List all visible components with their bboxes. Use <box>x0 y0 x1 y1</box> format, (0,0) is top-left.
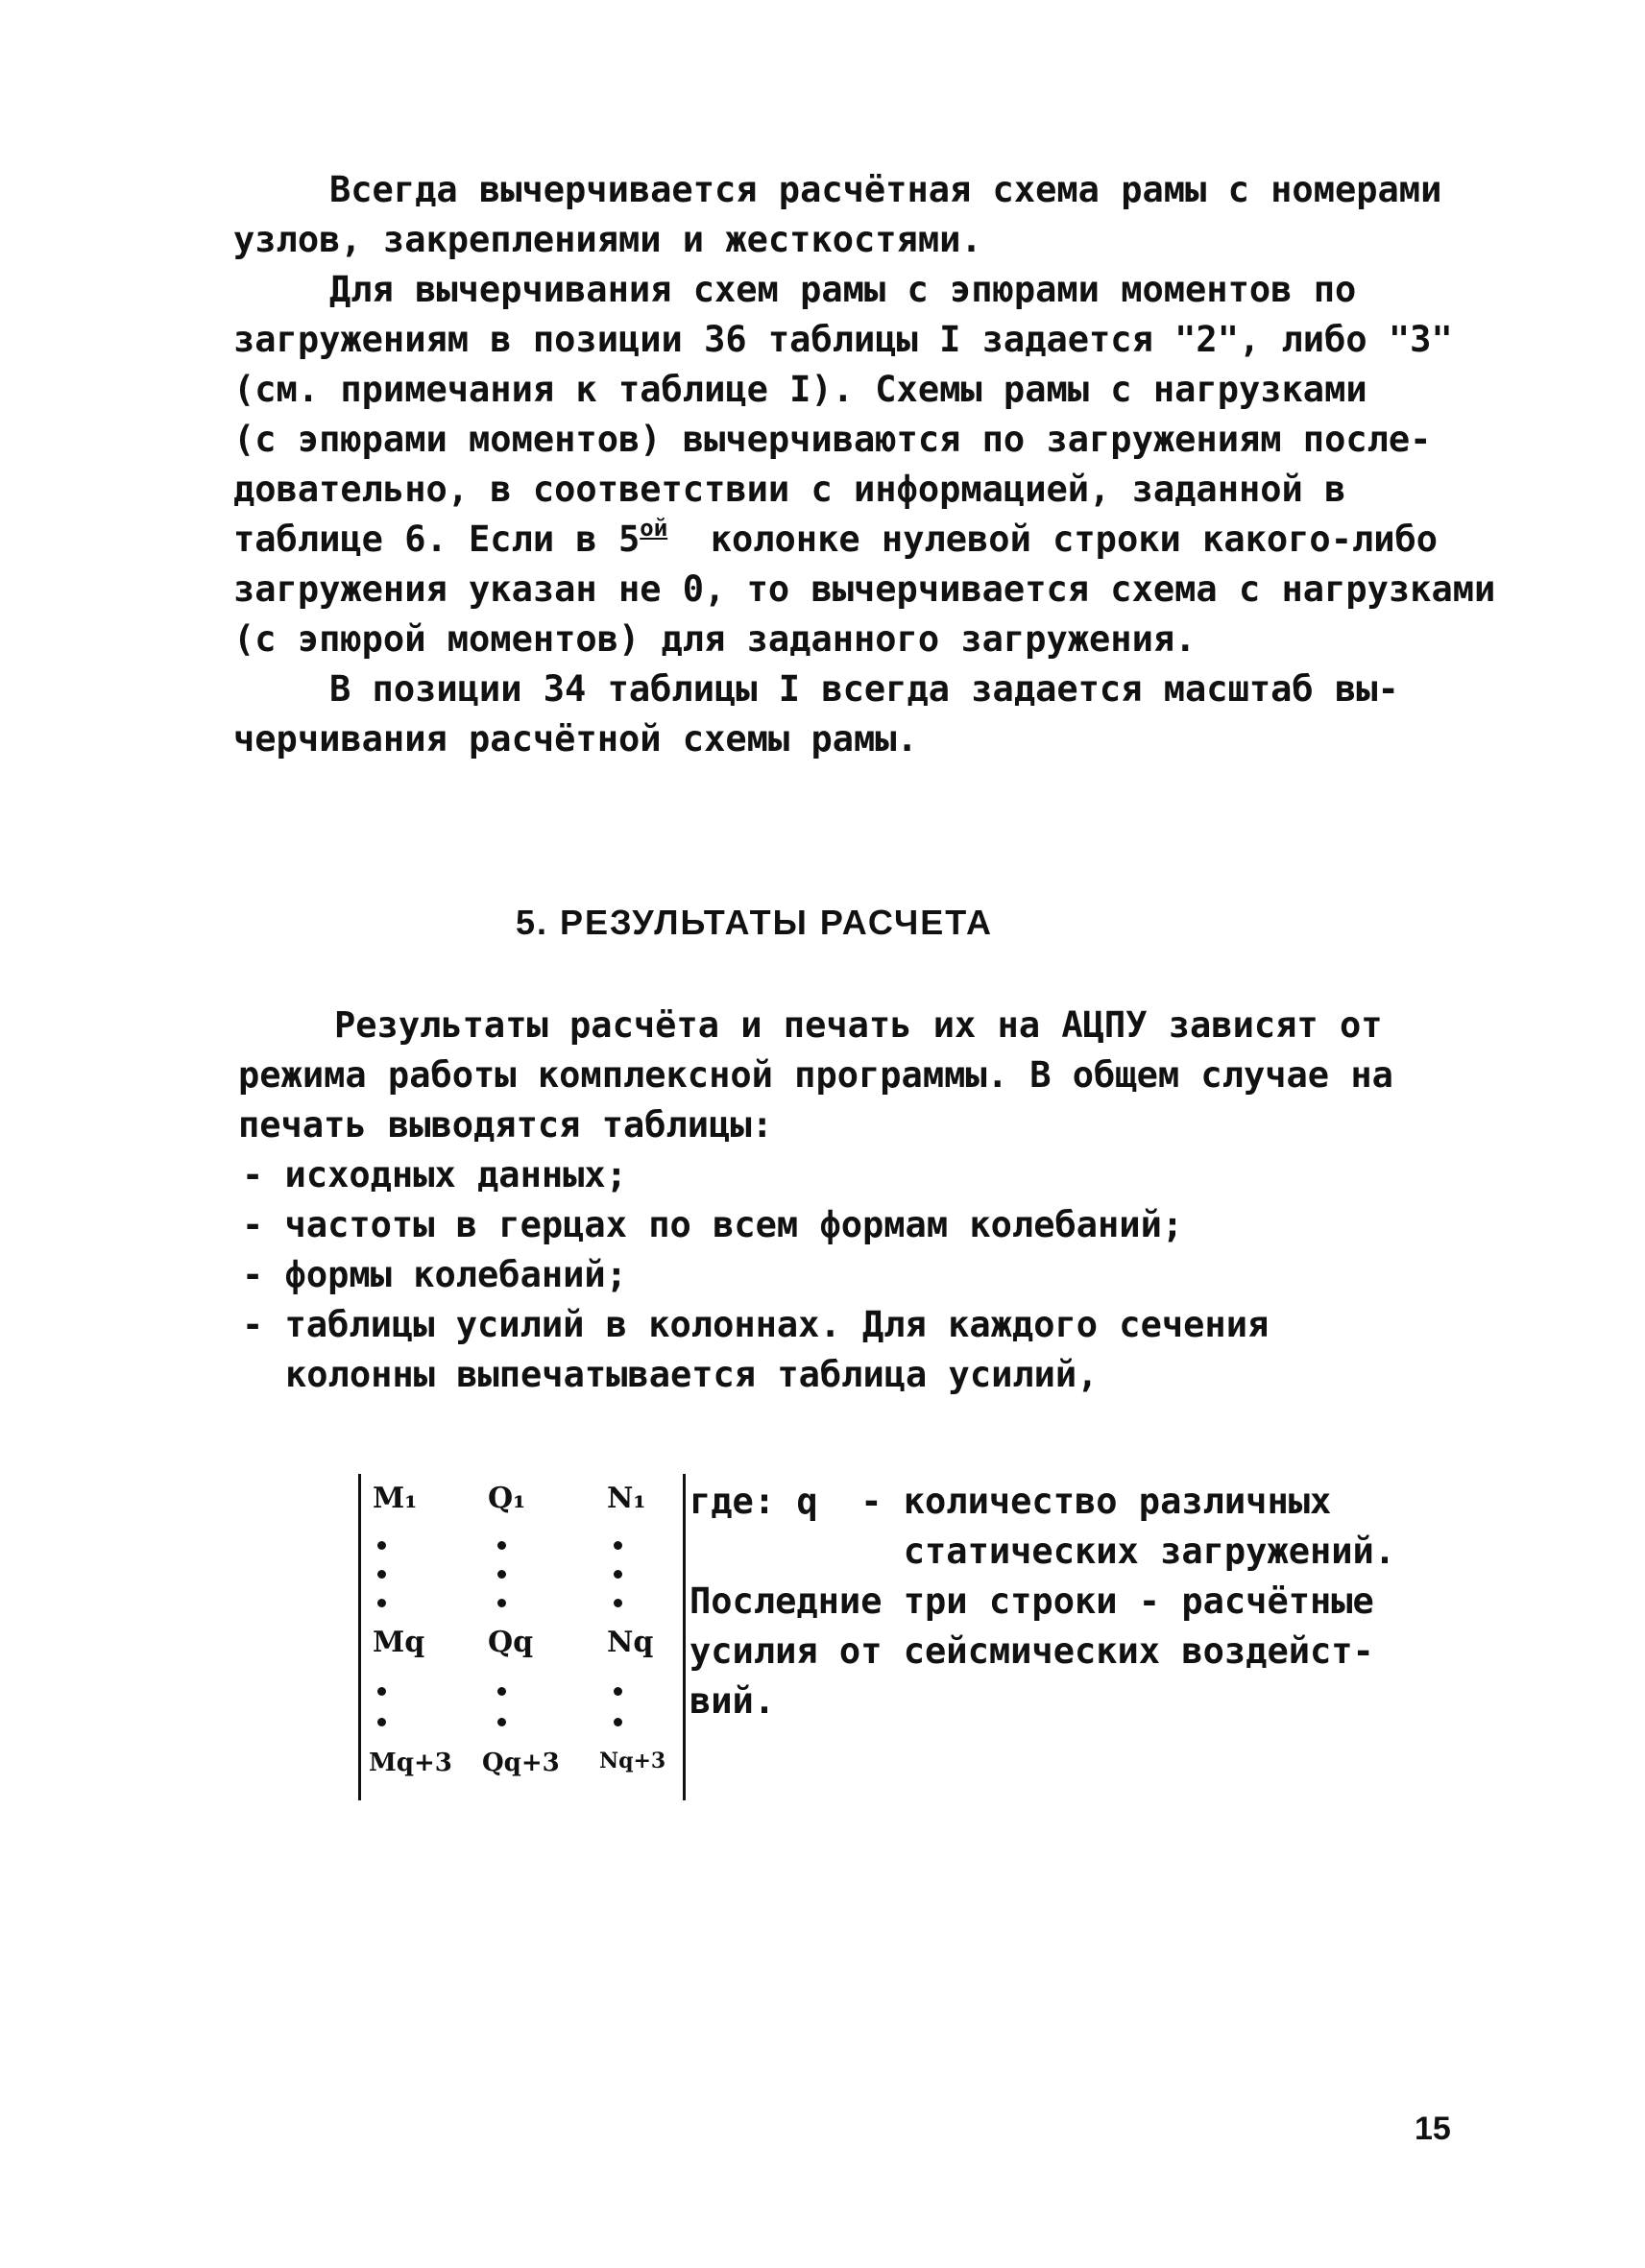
matrix-cell: Nq <box>607 1626 654 1659</box>
force-matrix <box>358 1474 686 1800</box>
matrix-cell: N₁ <box>607 1482 646 1515</box>
list-item: - таблицы усилий в колоннах. Для каждого сечения <box>242 1304 1270 1345</box>
page-number: 15 <box>1415 2111 1451 2147</box>
ellipsis-dot <box>377 1599 386 1607</box>
ellipsis-dot <box>614 1599 622 1607</box>
ellipsis-dot <box>497 1570 506 1579</box>
text-line: черчивания расчётной схемы рамы. <box>233 718 918 760</box>
ellipsis-dot <box>377 1541 386 1550</box>
ellipsis-dot <box>497 1687 506 1696</box>
text-line: (с эпюрой моментов) для заданного загружения. <box>233 618 1197 660</box>
ellipsis-dot <box>377 1687 386 1696</box>
list-item-continuation: колонны выпечатывается таблица усилий, <box>285 1354 1099 1395</box>
ellipsis-dot <box>614 1570 622 1579</box>
matrix-cell: Mq+3 <box>369 1749 452 1777</box>
text-line: узлов, закреплениями и жесткостями. <box>233 219 982 260</box>
text-fragment: таблице 6. Если в 5 <box>233 519 641 560</box>
text-line: Всегда вычерчивается расчётная схема рамы с номерами <box>329 169 1442 210</box>
text-line: довательно, в соответствии с информацией, заданной в <box>233 469 1346 510</box>
matrix-cell: Nq+3 <box>599 1749 666 1773</box>
text-line: В позиции 34 таблицы I всегда задается масштаб вы- <box>329 668 1399 710</box>
text-line: загружениям в позиции 36 таблицы I задается "2", либо "3" <box>233 319 1453 360</box>
matrix-cell: Qq+3 <box>482 1749 560 1777</box>
list-item: - исходных данных; <box>242 1154 627 1195</box>
ellipsis-dot <box>497 1718 506 1726</box>
text-line: загружения указан не 0, то вычерчивается схема с нагрузками <box>233 568 1496 610</box>
note-line: где: q - количество различных <box>689 1481 1332 1522</box>
note-line: вий. <box>689 1680 776 1722</box>
text-fragment: колонке нулевой строки какого-либо <box>667 519 1439 560</box>
ellipsis-dot <box>614 1718 622 1726</box>
ellipsis-dot <box>497 1599 506 1607</box>
text-line: Для вычерчивания схем рамы с эпюрами моментов по <box>329 269 1357 310</box>
list-item: - частоты в герцах по всем формам колебаний; <box>242 1204 1184 1245</box>
matrix-cell: M₁ <box>373 1482 418 1515</box>
matrix-cell: Qq <box>488 1626 534 1659</box>
ellipsis-dot <box>497 1541 506 1550</box>
ellipsis-dot <box>614 1687 622 1696</box>
text-line: режима работы комплексной программы. В общем случае на <box>238 1054 1393 1096</box>
superscript: ой <box>640 515 668 542</box>
text-line: Результаты расчёта и печать их на АЦПУ зависят от <box>334 1004 1383 1046</box>
list-item: - формы колебаний; <box>242 1254 627 1295</box>
section-heading: 5. РЕЗУЛЬТАТЫ РАСЧЕТА <box>516 903 993 942</box>
ellipsis-dot <box>377 1718 386 1726</box>
ellipsis-dot <box>377 1570 386 1579</box>
text-line: (см. примечания к таблице I). Схемы рамы с нагрузками <box>233 369 1367 410</box>
note-line: усилия от сейсмических воздейст- <box>689 1630 1374 1672</box>
text-line: (с эпюрами моментов) вычерчиваются по загружениям после- <box>233 419 1432 460</box>
note-line: статических загружений. <box>689 1531 1396 1572</box>
note-line: Последние три строки - расчётные <box>689 1580 1374 1622</box>
matrix-cell: Q₁ <box>488 1482 526 1515</box>
matrix-cell: Mq <box>373 1626 425 1659</box>
text-line: печать выводятся таблицы: <box>238 1104 773 1146</box>
text-line <box>233 515 1438 568</box>
ellipsis-dot <box>614 1541 622 1550</box>
